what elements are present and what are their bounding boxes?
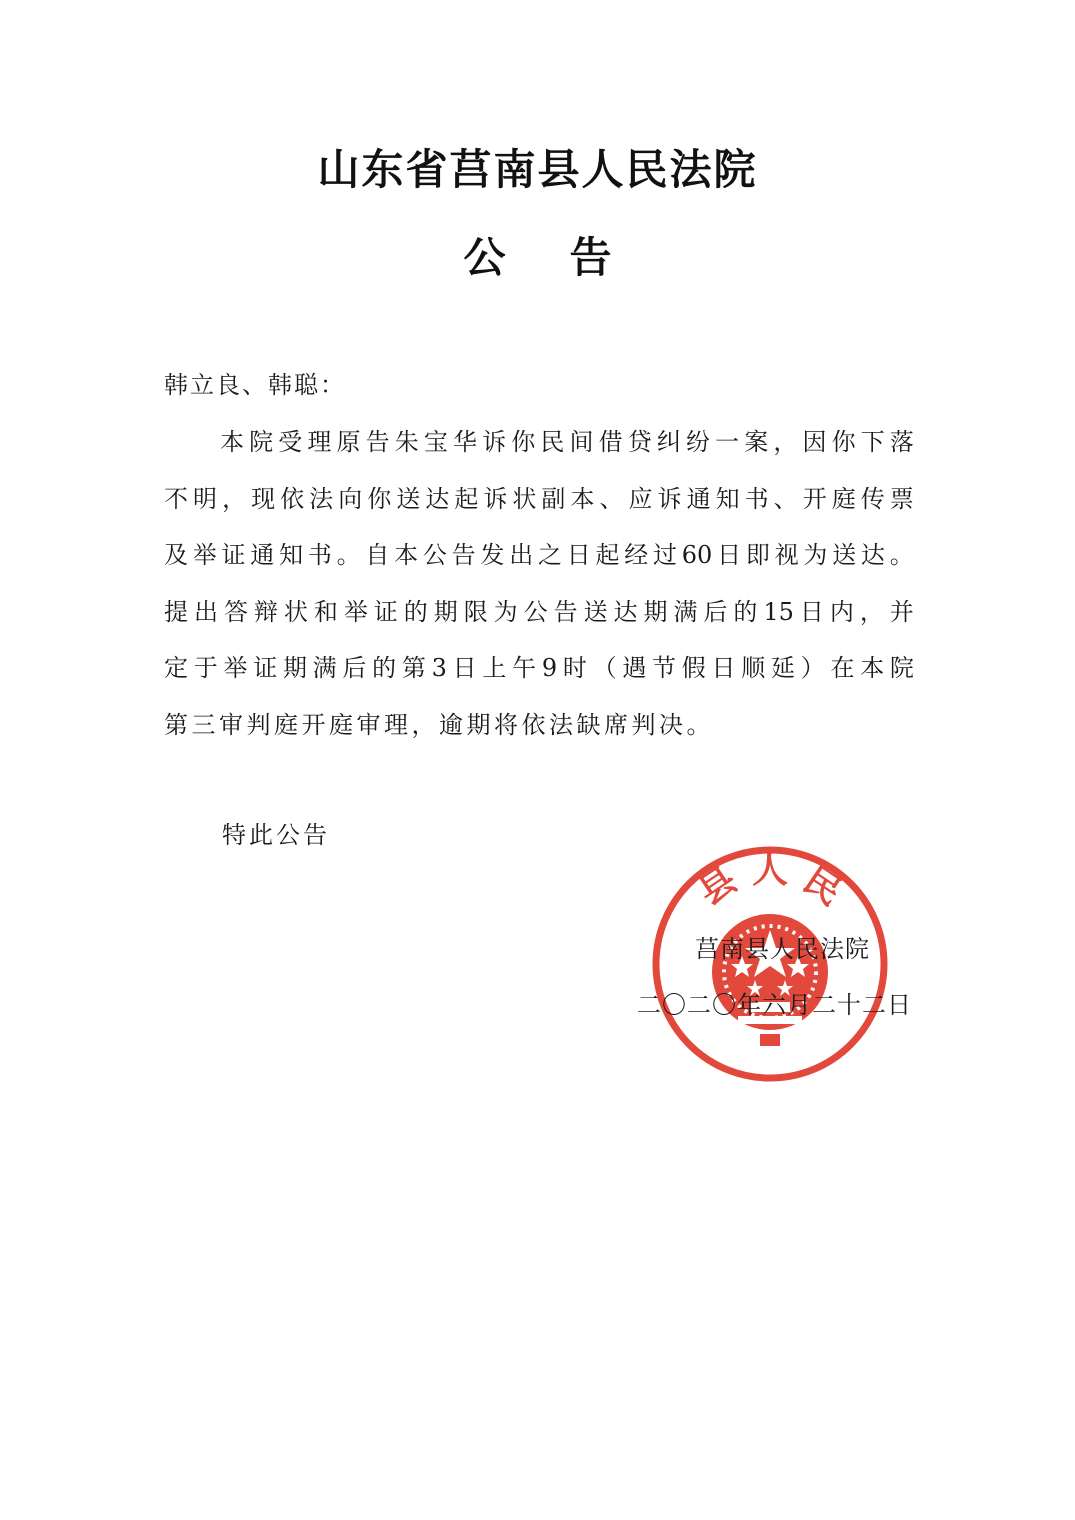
signature-date: 二〇二〇年六月二十二日 — [637, 991, 912, 1019]
salutation: 韩立良、韩聪： — [164, 371, 346, 399]
closing-phrase: 特此公告 — [222, 821, 330, 849]
notice-title — [0, 228, 1075, 288]
body-line: 第三审判庭开庭审理，逾期将依法缺席判决。 — [164, 710, 714, 739]
body-line: 及 举 证 通 知 书 。 自 本 公 告 发 出 之 日 起 经 过 60 日 即 视 为 送 达 。 — [164, 541, 914, 569]
signature-court-name: 莒南县人民法院 — [695, 935, 870, 963]
body-line: 提 出 答 辩 状 和 举 证 的 期 限 为 公 告 送 达 期 满 后 的 15 日 内 ， 并 — [164, 597, 914, 626]
notice-body — [164, 414, 914, 753]
body-line: 不 明 ， 现 依 法 向 你 送 达 起 诉 状 副 本 、 应 诉 通 知 书 、 开 庭 传 票 — [164, 484, 914, 513]
court-name-heading: 山东省莒南县人民法院 — [317, 145, 758, 194]
body-line: 本 院 受 理 原 告 朱 宝 华 诉 你 民 间 借 贷 纠 纷 一 案 ， 因 你 下 落 — [220, 428, 914, 456]
body-line: 定 于 举 证 期 满 后 的 第 3 日 上 午 9 时 （ 遇 节 假 日 顺 延 ） 在 本 院 — [164, 654, 914, 682]
svg-text:县 人 民: 县 人 民 — [690, 849, 850, 914]
notice-title-char-1: 公 — [463, 233, 506, 282]
notice-title-char-2: 告 — [569, 233, 612, 282]
